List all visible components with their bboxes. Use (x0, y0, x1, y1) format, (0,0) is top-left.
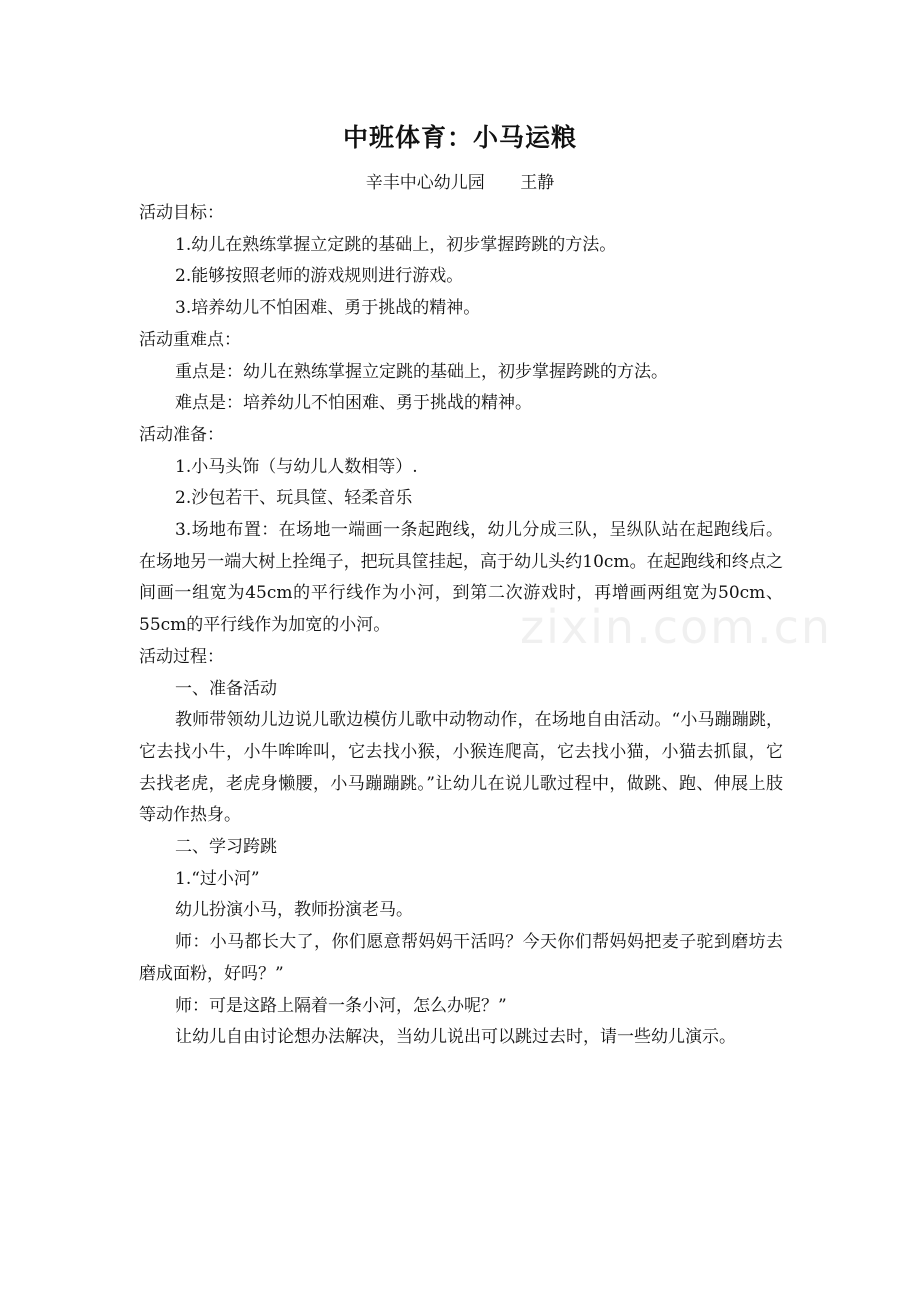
paragraph: 1.小马头饰（与幼儿人数相等）. (175, 456, 418, 477)
author-school: 辛丰中心幼儿园 (365, 173, 485, 193)
paragraph: 3.场地布置：在场地一端画一条起跑线，幼儿分成三队，呈纵队站在起跑线后。在场地另一端大树上拴绳子，把玩具筐挂起，高于幼儿头约10cm。在起跑线和终点之间画一组宽为45cm的平行线作为小河，到第二次游戏时，再增画两组宽为50cm、55cm的平行线作为加宽的小河。 (139, 520, 783, 636)
section-heading: 活动准备： (139, 424, 224, 445)
paragraph: 1.“过小河” (175, 868, 260, 889)
section-heading: 活动目标： (139, 203, 224, 223)
paragraph: 难点是：培养幼儿不怕困难、勇于挑战的精神。 (175, 393, 532, 414)
paragraph: 2.沙包若干、玩具筐、轻柔音乐 (175, 488, 413, 509)
paragraph: 2.能够按照老师的游戏规则进行游戏。 (175, 266, 464, 287)
paragraph: 1.幼儿在熟练掌握立定跳的基础上，初步掌握跨跳的方法。 (175, 234, 617, 255)
paragraph: 重点是：幼儿在熟练掌握立定跳的基础上，初步掌握跨跳的方法。 (175, 361, 668, 382)
paragraph: 师：小马都长大了，你们愿意帮妈妈干活吗？今天你们帮妈妈把麦子驼到磨坊去磨成面粉，好吗？” (139, 932, 783, 984)
document-title: 中班体育：小马运粮 (342, 123, 577, 152)
paragraph: 师：可是这路上隔着一条小河，怎么办呢？” (175, 995, 507, 1016)
paragraph: 教师带领幼儿边说儿歌边模仿儿歌中动物动作，在场地自由活动。“小马蹦蹦跳，它去找小牛，小牛哞哞叫，它去找小猴，小猴连爬高，它去找小猫，小猫去抓鼠，它去找老虎，老虎身懒腰，小马蹦蹦跳。”让幼儿在说儿歌过程中，做跳、跑、伸展上肢等动作热身。 (139, 710, 783, 826)
section-heading: 活动重难点： (139, 329, 241, 350)
paragraph: 让幼儿自由讨论想办法解决，当幼儿说出可以跳过去时，请一些幼儿演示。 (175, 1027, 736, 1048)
author-name: 王静 (520, 173, 555, 193)
paragraph: 一、准备活动 (175, 678, 277, 699)
paragraph: 幼儿扮演小马，教师扮演老马。 (175, 900, 413, 921)
paragraph: 二、学习跨跳 (175, 837, 277, 858)
section-heading: 活动过程： (139, 646, 224, 667)
author-line (0, 168, 920, 193)
paragraph: 3.培养幼儿不怕困难、勇于挑战的精神。 (175, 298, 481, 319)
watermark: zixin.com.cn (520, 600, 833, 654)
